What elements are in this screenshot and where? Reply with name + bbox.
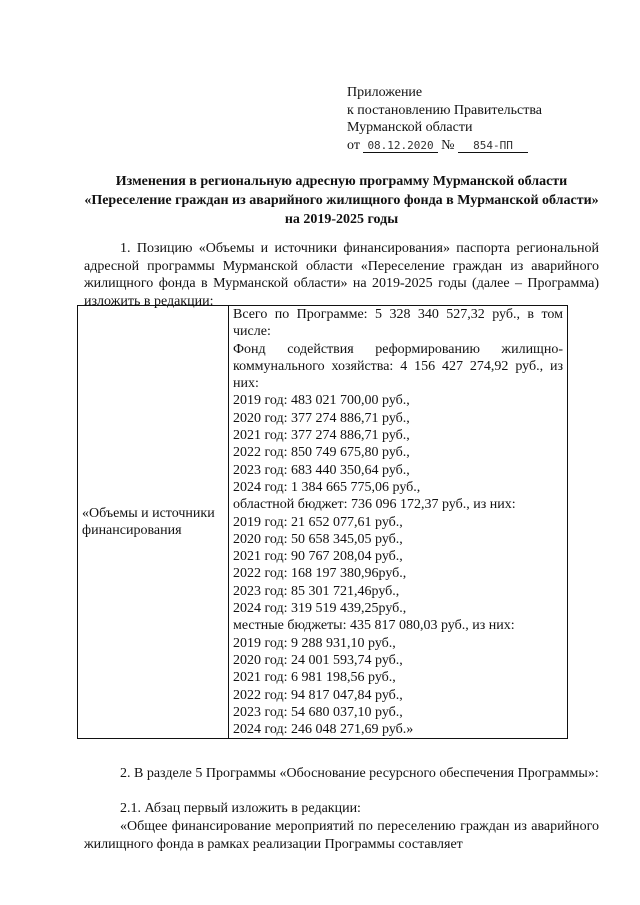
table-row [78, 306, 568, 739]
list-item: 2024 год: 246 048 271,69 руб.» [233, 722, 414, 738]
financing-table [77, 305, 568, 739]
document-title: Изменения в региональную адресную программу Мурманской области «Переселение граждан из аварийного жилищного фонда в Мурманской области» на 2019-2025 годы [84, 174, 599, 227]
appendix-line3: Мурманской области [347, 120, 473, 135]
appendix-line2: к постановлению Правительства [347, 102, 543, 118]
number-label: № [441, 137, 455, 153]
list-item: 2021 год: 90 767 208,04 руб., [233, 549, 403, 565]
appendix-block [347, 84, 542, 154]
paragraph-1: 1. Позицию «Объемы и источники финансирования» паспорта региональной адресной программы Мурманской области «Переселение граждан из аварийного жилищного фонда в Мурманской области» на 2019-2025 годы (далее – Программа) изложить в редакции: [84, 241, 599, 309]
paragraph-2: 2. В разделе 5 Программы «Обоснование ресурсного обеспечения Программы»: [120, 766, 599, 781]
fund-text: Фонд содействия реформированию жилищно-коммунального хозяйства: 4 156 427 274,92 руб., из них: [233, 341, 563, 392]
regional-text: областной бюджет: 736 096 172,37 руб., из них: [233, 497, 516, 513]
list-item: 2021 год: 377 274 886,71 руб., [233, 428, 410, 444]
list-item: 2019 год: 21 652 077,61 руб., [233, 514, 403, 530]
list-item: 2021 год: 6 981 198,56 руб., [233, 670, 396, 686]
list-item: 2022 год: 168 197 380,96руб., [233, 566, 407, 582]
list-item: 2022 год: 94 817 047,84 руб., [233, 687, 403, 703]
list-item: 2023 год: 54 680 037,10 руб., [233, 704, 403, 720]
list-item: 2023 год: 85 301 721,46руб., [233, 583, 400, 599]
date-prefix: от [347, 137, 360, 153]
list-item: 2020 год: 377 274 886,71 руб., [233, 410, 410, 426]
list-item: 2022 год: 850 749 675,80 руб., [233, 445, 410, 461]
date-value: 08.12.2020 [363, 139, 437, 153]
paragraph-3: 2.1. Абзац первый изложить в редакции: [120, 801, 361, 816]
list-item: 2020 год: 24 001 593,74 руб., [233, 652, 403, 668]
list-item: 2024 год: 319 519 439,25руб., [233, 601, 407, 617]
list-item: 2023 год: 683 440 350,64 руб., [233, 462, 410, 478]
list-item: 2024 год: 1 384 665 775,06 руб., [233, 479, 421, 495]
table-left-label: «Объемы и источники финансирования [78, 306, 229, 739]
number-value: 854-ПП [458, 139, 528, 153]
total-text: Всего по Программе: 5 328 340 527,32 руб., в том числе: [233, 307, 563, 340]
appendix-line1: Приложение [347, 85, 423, 100]
local-text: местные бюджеты: 435 817 080,03 руб., из них: [233, 618, 515, 634]
appendix-date-line [347, 137, 542, 155]
table-right-cell [229, 306, 568, 739]
paragraph-4: «Общее финансирование мероприятий по переселению граждан из аварийного жилищного фонда в рамках реализации Программы составляет [84, 819, 599, 852]
list-item: 2019 год: 483 021 700,00 руб., [233, 393, 410, 409]
list-item: 2020 год: 50 658 345,05 руб., [233, 531, 403, 547]
list-item: 2019 год: 9 288 931,10 руб., [233, 635, 396, 651]
